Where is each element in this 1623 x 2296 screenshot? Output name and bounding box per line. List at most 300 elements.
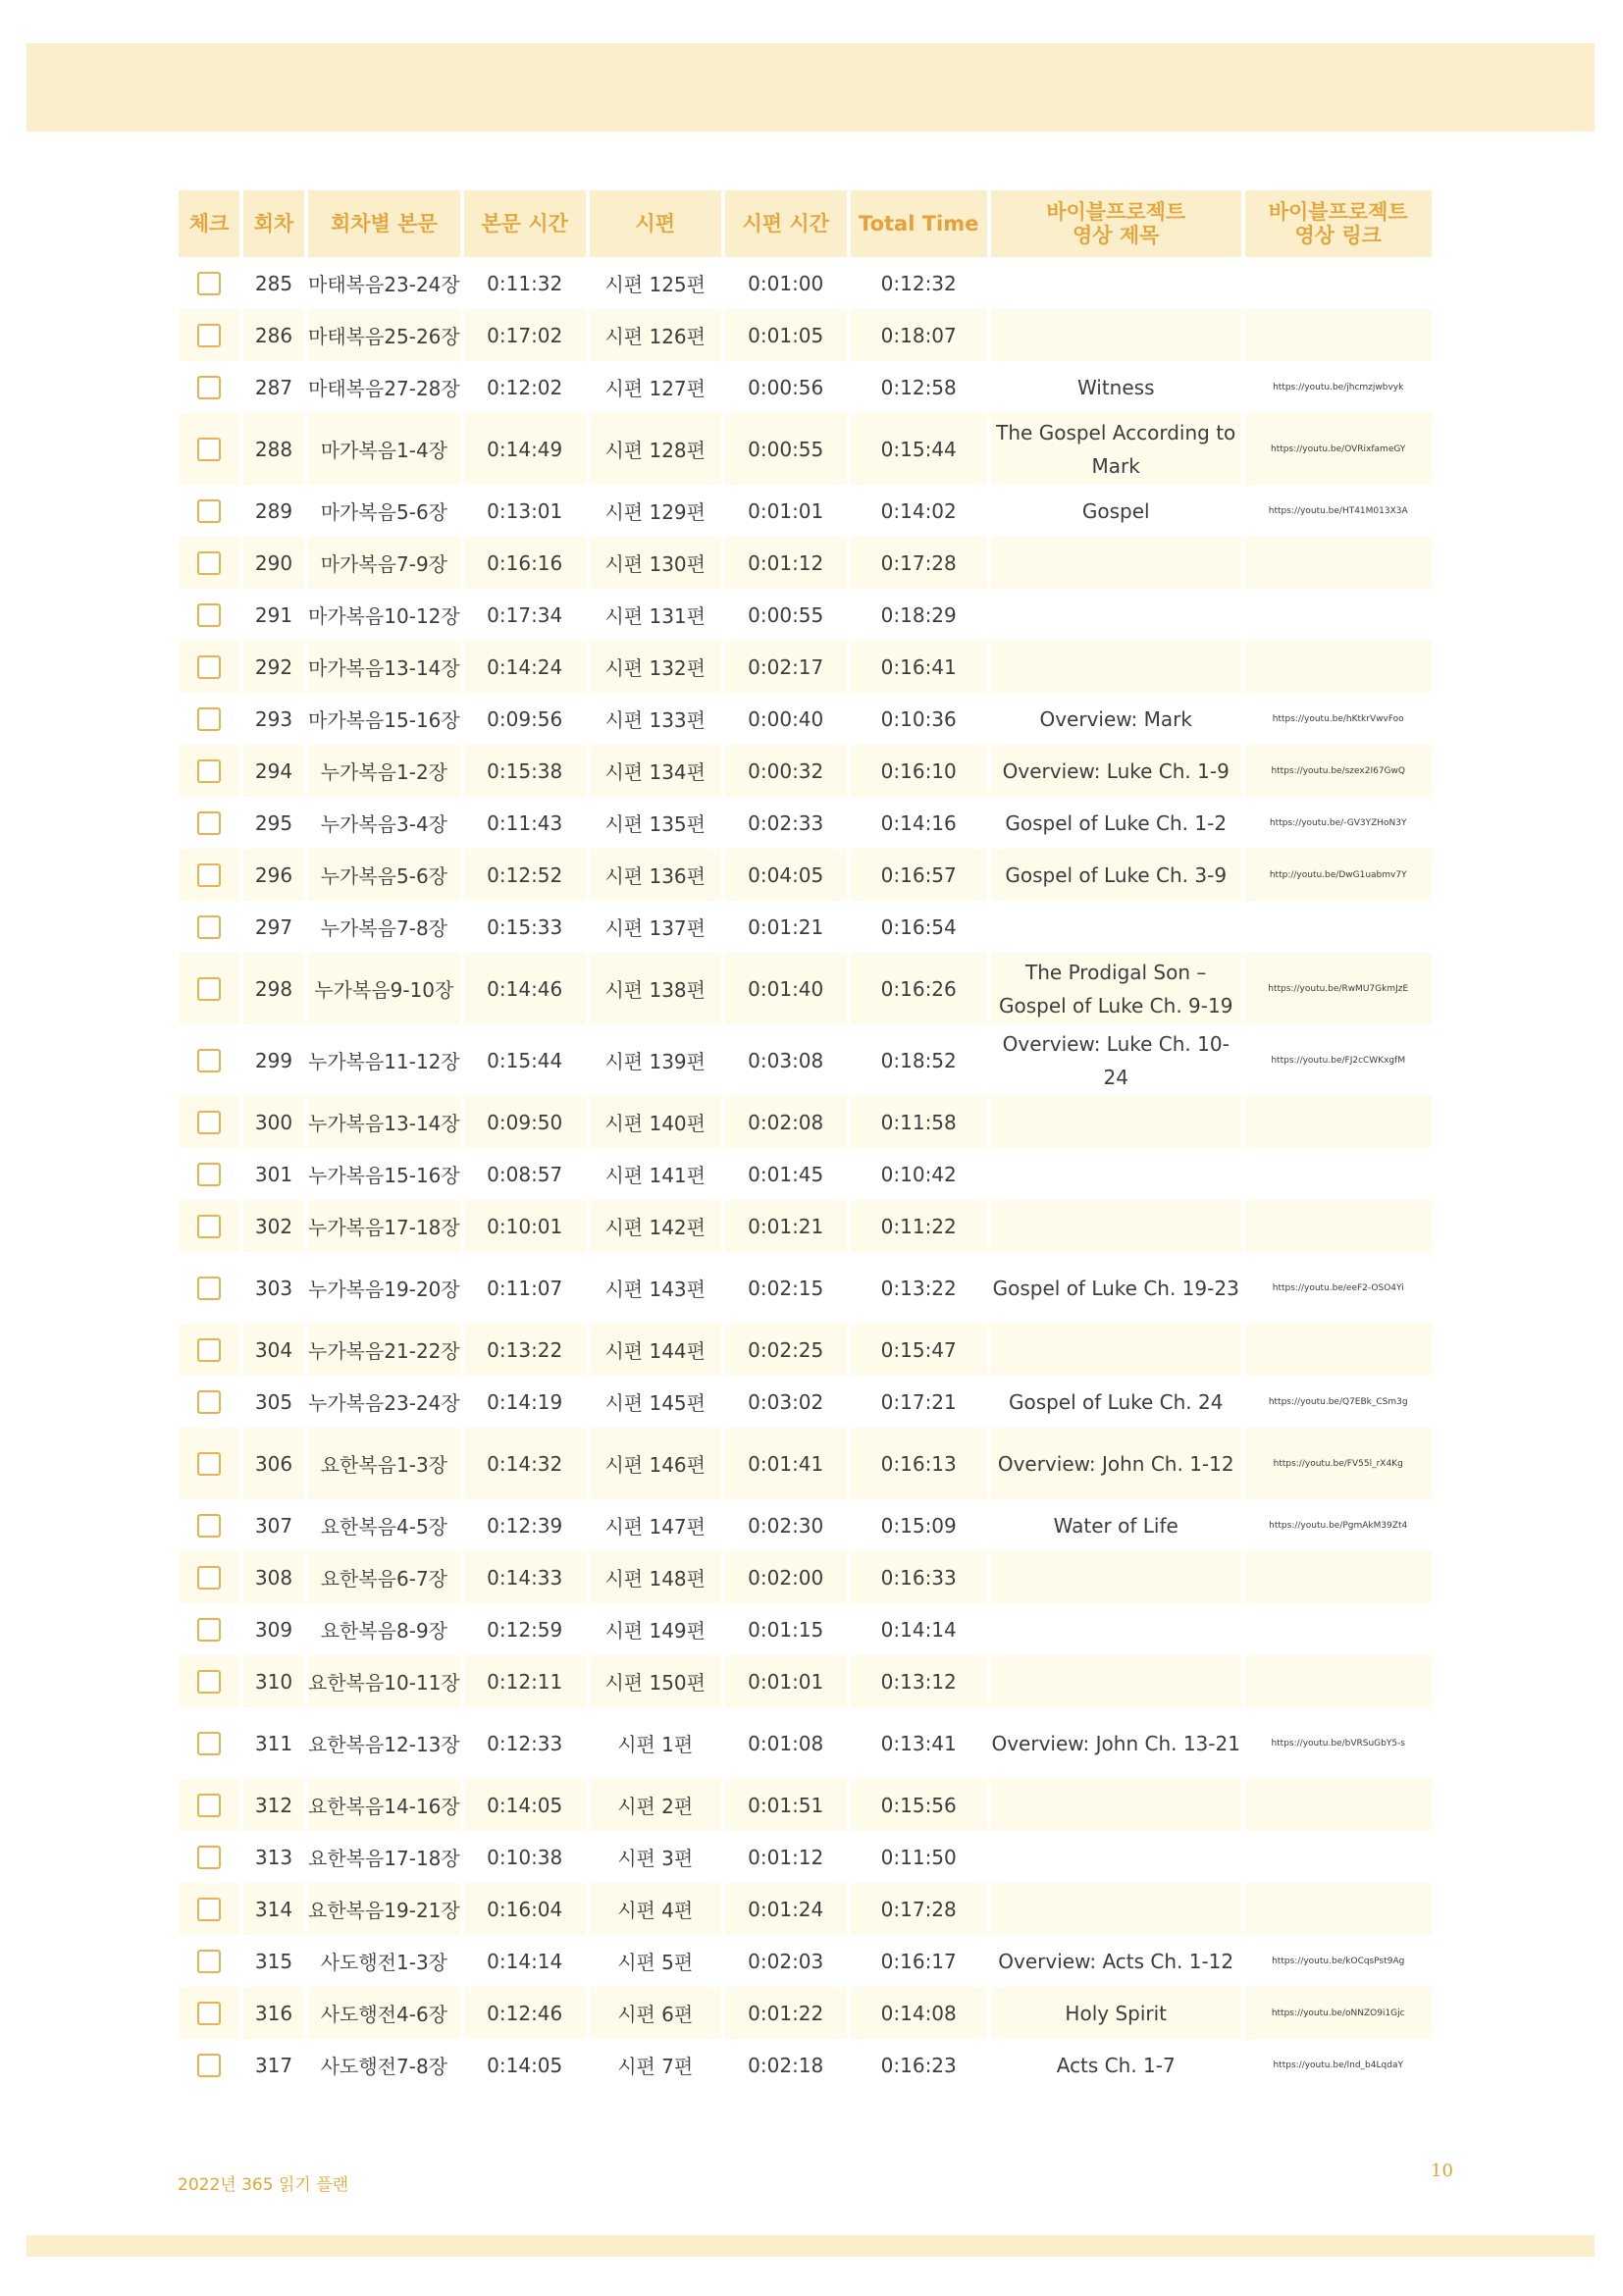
total-time: 0:14:16 — [880, 810, 957, 835]
total-time: 0:10:42 — [880, 1162, 957, 1186]
passage: 마가복음5-6장 — [320, 500, 447, 524]
total-time: 0:16:41 — [851, 641, 987, 693]
total-time: 0:16:26 — [851, 953, 987, 1024]
total-time: 0:10:36 — [880, 706, 957, 731]
video-link — [1245, 257, 1432, 309]
passage-time: 0:17:34 — [487, 602, 563, 627]
passage-time: 0:14:14 — [487, 1949, 563, 1973]
passage: 누가복음5-6장 — [308, 849, 460, 901]
bottom-band — [26, 2235, 1595, 2257]
round-number: 311 — [254, 1731, 293, 1755]
checkbox[interactable] — [197, 1732, 221, 1755]
video-link — [1245, 1200, 1432, 1252]
round-number: 298 — [243, 953, 304, 1024]
psalm-time: 0:01:22 — [725, 1987, 847, 2039]
psalm: 시편 144편 — [590, 1324, 721, 1376]
round-number: 308 — [243, 1551, 304, 1603]
round-number: 299 — [254, 1048, 293, 1072]
psalm-time: 0:02:15 — [748, 1276, 824, 1300]
checkbox[interactable] — [197, 759, 221, 783]
total-time: 0:14:08 — [851, 1987, 987, 2039]
passage-time: 0:14:46 — [464, 953, 586, 1024]
video-title: Witness — [1076, 375, 1155, 399]
passage-time: 0:14:05 — [464, 1779, 586, 1831]
checkbox[interactable] — [197, 1514, 221, 1538]
total-time: 0:15:56 — [851, 1779, 987, 1831]
psalm-time: 0:02:33 — [748, 810, 824, 835]
table-row — [179, 1707, 1432, 1779]
table-row — [179, 1499, 1432, 1551]
video-title — [991, 641, 1241, 693]
psalm: 시편 3편 — [617, 1847, 694, 1870]
psalm: 시편 128편 — [590, 413, 721, 485]
header-psalm: 시편 — [590, 190, 721, 257]
check-cell — [179, 901, 239, 953]
passage-time: 0:14:24 — [464, 641, 586, 693]
psalm: 시편 138편 — [590, 953, 721, 1024]
passage: 누가복음21-22장 — [308, 1324, 460, 1376]
total-time: 0:17:21 — [880, 1389, 957, 1414]
video-link: https://youtu.be/bVRSuGbY5-s — [1271, 1738, 1405, 1748]
psalm-time: 0:01:01 — [725, 1655, 847, 1707]
table-row — [179, 361, 1432, 413]
psalm-time: 0:01:21 — [748, 914, 824, 939]
passage-time: 0:12:46 — [464, 1987, 586, 2039]
total-time: 0:16:23 — [880, 2053, 957, 2077]
video-title — [991, 537, 1241, 589]
video-link — [1245, 641, 1432, 693]
total-time: 0:16:17 — [880, 1949, 957, 1973]
checkbox[interactable] — [197, 1618, 221, 1642]
table-row — [179, 257, 1432, 309]
check-cell — [179, 1987, 239, 2039]
psalm-time: 0:00:55 — [725, 413, 847, 485]
video-link — [1245, 1324, 1432, 1376]
psalm-time: 0:02:08 — [725, 1096, 847, 1148]
round-number: 290 — [243, 537, 304, 589]
checkbox[interactable] — [197, 977, 221, 1001]
passage: 마태복음27-28장 — [308, 377, 460, 400]
passage: 마가복음1-4장 — [308, 413, 460, 485]
checkbox[interactable] — [197, 707, 221, 731]
header-video-link-line1: 바이블프로젝트 — [1268, 199, 1408, 224]
table-row — [179, 641, 1432, 693]
header-video-link — [1245, 190, 1432, 257]
video-link: https://youtu.be/-GV3YZHoN3Y — [1269, 817, 1407, 828]
passage-time: 0:13:22 — [464, 1324, 586, 1376]
total-time: 0:12:58 — [880, 375, 957, 399]
psalm: 시편 133편 — [604, 708, 706, 732]
passage-time: 0:12:33 — [487, 1731, 563, 1755]
total-time: 0:15:44 — [851, 413, 987, 485]
passage-time: 0:09:50 — [464, 1096, 586, 1148]
video-title — [991, 1883, 1241, 1935]
passage-time: 0:13:01 — [487, 498, 563, 523]
round-number: 300 — [243, 1096, 304, 1148]
passage-time: 0:10:01 — [464, 1200, 586, 1252]
video-title — [991, 1148, 1241, 1200]
psalm-time: 0:04:05 — [725, 849, 847, 901]
checkbox[interactable] — [197, 1794, 221, 1817]
passage: 누가복음1-2장 — [308, 745, 460, 797]
round-number: 313 — [254, 1845, 293, 1869]
psalm: 시편 137편 — [604, 916, 706, 940]
check-cell — [179, 413, 239, 485]
video-title: Gospel of Luke Ch. 1-2 — [1005, 810, 1228, 835]
round-number: 295 — [254, 810, 293, 835]
table-row — [179, 1987, 1432, 2039]
total-time: 0:11:58 — [851, 1096, 987, 1148]
psalm: 시편 5편 — [617, 1951, 694, 1974]
check-cell — [179, 1707, 239, 1779]
psalm: 시편 125편 — [604, 273, 706, 296]
passage-time: 0:15:44 — [487, 1048, 563, 1072]
round-number: 304 — [243, 1324, 304, 1376]
check-cell — [179, 953, 239, 1024]
checkbox[interactable] — [197, 1338, 221, 1362]
check-cell — [179, 1024, 239, 1096]
round-number: 296 — [243, 849, 304, 901]
passage: 요한복음10-11장 — [308, 1655, 460, 1707]
psalm-time: 0:03:02 — [748, 1389, 824, 1414]
round-number: 316 — [243, 1987, 304, 2039]
checkbox[interactable] — [197, 1950, 221, 1973]
checkbox[interactable] — [197, 1111, 221, 1134]
psalm-time: 0:01:45 — [748, 1162, 824, 1186]
psalm-time: 0:02:30 — [748, 1513, 824, 1538]
checkbox[interactable] — [197, 1566, 221, 1590]
table-row — [179, 309, 1432, 361]
video-link — [1245, 901, 1432, 953]
passage: 요한복음4-5장 — [320, 1515, 447, 1539]
psalm-time: 0:01:00 — [748, 271, 824, 295]
passage-time: 0:17:02 — [464, 309, 586, 361]
video-link — [1245, 1603, 1432, 1655]
check-cell — [179, 2039, 239, 2091]
psalm-time: 0:02:00 — [725, 1551, 847, 1603]
psalm: 시편 149편 — [604, 1619, 706, 1643]
checkbox[interactable] — [197, 1277, 221, 1300]
check-cell — [179, 309, 239, 361]
passage-time: 0:16:16 — [464, 537, 586, 589]
psalm-time: 0:00:32 — [725, 745, 847, 797]
psalm-time: 0:02:17 — [725, 641, 847, 693]
table-row — [179, 2039, 1432, 2091]
passage: 마태복음25-26장 — [308, 309, 460, 361]
checkbox[interactable] — [197, 2002, 221, 2025]
total-time: 0:14:02 — [880, 498, 957, 523]
check-cell — [179, 1499, 239, 1551]
passage-time: 0:09:56 — [487, 706, 563, 731]
round-number: 287 — [254, 375, 293, 399]
passage: 사도행전4-6장 — [308, 1987, 460, 2039]
video-link: https://youtu.be/lnd_b4LqdaY — [1273, 2060, 1403, 2070]
table-row — [179, 849, 1432, 901]
passage-time: 0:14:49 — [464, 413, 586, 485]
video-title — [991, 1655, 1241, 1707]
total-time: 0:13:12 — [851, 1655, 987, 1707]
checkbox[interactable] — [197, 1163, 221, 1186]
passage-time: 0:10:38 — [487, 1845, 563, 1869]
checkbox[interactable] — [197, 272, 221, 295]
total-time: 0:12:32 — [880, 271, 957, 295]
video-link: https://youtu.be/kOCqsPst9Ag — [1272, 1956, 1405, 1966]
table-row — [179, 1779, 1432, 1831]
check-cell — [179, 1148, 239, 1200]
video-title — [991, 1551, 1241, 1603]
psalm: 시편 140편 — [590, 1096, 721, 1148]
psalm: 시편 142편 — [590, 1200, 721, 1252]
table-row — [179, 1831, 1432, 1883]
video-link: https://youtu.be/FJ2cCWKxgfM — [1271, 1055, 1406, 1066]
round-number: 303 — [254, 1276, 293, 1300]
passage-time: 0:14:05 — [487, 2053, 563, 2077]
passage-time: 0:15:38 — [464, 745, 586, 797]
table-row — [179, 1603, 1432, 1655]
video-title: Gospel of Luke Ch. 24 — [1008, 1389, 1224, 1414]
video-title — [991, 1324, 1241, 1376]
check-cell — [179, 745, 239, 797]
round-number: 291 — [254, 602, 293, 627]
psalm: 시편 126편 — [590, 309, 721, 361]
passage-time: 0:12:59 — [487, 1617, 563, 1642]
checkbox[interactable] — [197, 1049, 221, 1072]
total-time: 0:16:13 — [851, 1428, 987, 1499]
video-title: Acts Ch. 1-7 — [1056, 2053, 1176, 2077]
check-cell — [179, 693, 239, 745]
passage-time: 0:14:19 — [487, 1389, 563, 1414]
passage: 요한복음1-3장 — [308, 1428, 460, 1499]
check-cell — [179, 537, 239, 589]
table-row — [179, 537, 1432, 589]
table-row — [179, 1096, 1432, 1148]
passage: 누가복음19-20장 — [308, 1278, 460, 1301]
checkbox[interactable] — [197, 2054, 221, 2077]
total-time: 0:13:41 — [880, 1731, 957, 1755]
total-time: 0:11:22 — [851, 1200, 987, 1252]
round-number: 310 — [243, 1655, 304, 1707]
header-psalm-time: 시편 시간 — [725, 190, 847, 257]
checkbox[interactable] — [197, 863, 221, 887]
checkbox[interactable] — [197, 1898, 221, 1921]
check-cell — [179, 797, 239, 849]
check-cell — [179, 1324, 239, 1376]
header-video-title-line2: 영상 제목 — [1072, 224, 1160, 247]
passage: 마가복음7-9장 — [308, 537, 460, 589]
passage-time: 0:12:52 — [464, 849, 586, 901]
psalm: 시편 132편 — [590, 641, 721, 693]
checkbox[interactable] — [197, 499, 221, 523]
video-title: Overview: Acts Ch. 1-12 — [998, 1949, 1234, 1973]
passage-time: 0:14:33 — [464, 1551, 586, 1603]
passage: 요한복음17-18장 — [308, 1847, 460, 1870]
checkbox[interactable] — [197, 551, 221, 575]
psalm: 시편 130편 — [590, 537, 721, 589]
check-cell — [179, 485, 239, 537]
check-cell — [179, 1551, 239, 1603]
video-link — [1245, 1148, 1432, 1200]
passage: 누가복음11-12장 — [308, 1050, 460, 1073]
video-link — [1245, 589, 1432, 641]
video-title — [991, 257, 1241, 309]
video-title: Overview: John Ch. 13-21 — [991, 1731, 1240, 1755]
video-link — [1245, 1551, 1432, 1603]
passage: 마가복음10-12장 — [308, 604, 460, 628]
passage-time: 0:14:32 — [464, 1428, 586, 1499]
table-row — [179, 693, 1432, 745]
table-row — [179, 1200, 1432, 1252]
video-link — [1245, 537, 1432, 589]
psalm-time: 0:01:51 — [725, 1779, 847, 1831]
video-title: Holy Spirit — [991, 1987, 1241, 2039]
checkbox[interactable] — [197, 1452, 221, 1476]
passage: 요한복음6-7장 — [308, 1551, 460, 1603]
round-number: 297 — [254, 914, 293, 939]
total-time: 0:15:09 — [880, 1513, 957, 1538]
psalm: 시편 6편 — [590, 1987, 721, 2039]
table-row — [179, 1935, 1432, 1987]
round-number: 314 — [243, 1883, 304, 1935]
video-link: https://youtu.be/HT41M013X3A — [1268, 505, 1408, 516]
psalm-time: 0:00:40 — [748, 706, 824, 731]
video-title: Overview: John Ch. 1-12 — [991, 1428, 1241, 1499]
round-number: 285 — [254, 271, 293, 295]
table-header-row — [179, 190, 1432, 257]
check-cell — [179, 1603, 239, 1655]
video-link — [1245, 1655, 1432, 1707]
passage: 요한복음19-21장 — [308, 1883, 460, 1935]
passage-time: 0:12:02 — [487, 375, 563, 399]
psalm-time: 0:01:08 — [748, 1731, 824, 1755]
check-cell — [179, 1655, 239, 1707]
table-row — [179, 1883, 1432, 1935]
checkbox[interactable] — [197, 1846, 221, 1869]
psalm-time: 0:01:05 — [725, 309, 847, 361]
passage-time: 0:12:39 — [487, 1513, 563, 1538]
checkbox[interactable] — [197, 324, 221, 347]
checkbox[interactable] — [197, 376, 221, 399]
psalm-time: 0:02:18 — [748, 2053, 824, 2077]
round-number: 305 — [254, 1389, 293, 1414]
passage: 누가복음17-18장 — [308, 1200, 460, 1252]
passage-time: 0:11:43 — [487, 810, 563, 835]
round-number: 289 — [254, 498, 293, 523]
header-video-title-line1: 바이블프로젝트 — [1046, 199, 1186, 224]
psalm: 시편 150편 — [590, 1655, 721, 1707]
checkbox[interactable] — [197, 1390, 221, 1414]
round-number: 292 — [243, 641, 304, 693]
video-title — [991, 1831, 1241, 1883]
check-cell — [179, 849, 239, 901]
passage: 누가복음15-16장 — [308, 1164, 460, 1187]
page-number: 10 — [1431, 2161, 1453, 2181]
check-cell — [179, 1200, 239, 1252]
passage: 사도행전1-3장 — [320, 1951, 447, 1974]
checkbox[interactable] — [197, 655, 221, 679]
table-row — [179, 589, 1432, 641]
check-cell — [179, 1428, 239, 1499]
total-time: 0:13:22 — [880, 1276, 957, 1300]
header-total-time: Total Time — [851, 190, 987, 257]
round-number: 312 — [243, 1779, 304, 1831]
video-link: https://youtu.be/Q7EBk_CSm3g — [1268, 1396, 1408, 1407]
passage-time: 0:11:07 — [487, 1276, 563, 1300]
checkbox[interactable] — [197, 1670, 221, 1694]
psalm-time: 0:01:41 — [725, 1428, 847, 1499]
passage: 요한복음8-9장 — [320, 1619, 447, 1643]
table-row — [179, 1428, 1432, 1499]
psalm-time: 0:01:15 — [748, 1617, 824, 1642]
psalm: 시편 2편 — [590, 1779, 721, 1831]
psalm: 시편 7편 — [617, 2055, 694, 2078]
total-time: 0:18:52 — [880, 1048, 957, 1072]
video-title: Water of Life — [1053, 1513, 1178, 1538]
total-time: 0:17:28 — [851, 537, 987, 589]
psalm-time: 0:01:21 — [725, 1200, 847, 1252]
psalm: 시편 147편 — [604, 1515, 706, 1539]
check-cell — [179, 1935, 239, 1987]
table-row — [179, 745, 1432, 797]
passage-time: 0:11:32 — [487, 271, 563, 295]
video-link: https://youtu.be/hKtkrVwvFoo — [1272, 713, 1404, 724]
header-video-title — [991, 190, 1241, 257]
passage: 누가복음7-8장 — [320, 916, 447, 940]
checkbox[interactable] — [197, 915, 221, 939]
passage: 누가복음9-10장 — [308, 953, 460, 1024]
psalm: 시편 131편 — [604, 604, 706, 628]
video-link — [1245, 1779, 1432, 1831]
video-title — [991, 1603, 1241, 1655]
passage: 마가복음13-14장 — [308, 641, 460, 693]
psalm-time: 0:01:24 — [725, 1883, 847, 1935]
passage: 누가복음3-4장 — [320, 812, 447, 836]
psalm-time: 0:00:56 — [748, 375, 824, 399]
check-cell — [179, 1831, 239, 1883]
video-link — [1245, 1831, 1432, 1883]
check-cell — [179, 257, 239, 309]
check-cell — [179, 641, 239, 693]
video-link: https://youtu.be/OVRixfameGY — [1245, 413, 1432, 485]
psalm: 시편 136편 — [590, 849, 721, 901]
psalm: 시편 127편 — [604, 377, 706, 400]
video-title: Overview: Luke Ch. 1-9 — [991, 745, 1241, 797]
round-number: 309 — [254, 1617, 293, 1642]
round-number: 317 — [254, 2053, 293, 2077]
video-title: Gospel — [1081, 498, 1150, 523]
checkbox[interactable] — [197, 603, 221, 627]
table-body — [179, 257, 1432, 2091]
psalm: 시편 129편 — [604, 500, 706, 524]
checkbox[interactable] — [197, 438, 221, 461]
psalm: 시편 145편 — [604, 1391, 706, 1415]
table-row — [179, 485, 1432, 537]
table-row — [179, 953, 1432, 1024]
total-time: 0:18:07 — [851, 309, 987, 361]
checkbox[interactable] — [197, 811, 221, 835]
total-time: 0:16:10 — [851, 745, 987, 797]
video-title — [991, 901, 1241, 953]
psalm-time: 0:00:55 — [748, 602, 824, 627]
checkbox[interactable] — [197, 1215, 221, 1238]
total-time: 0:18:29 — [880, 602, 957, 627]
round-number: 301 — [254, 1162, 293, 1186]
header-round: 회차 — [243, 190, 304, 257]
video-link — [1245, 309, 1432, 361]
psalm-time: 0:01:40 — [725, 953, 847, 1024]
round-number: 294 — [243, 745, 304, 797]
round-number: 315 — [254, 1949, 293, 1973]
video-link — [1245, 1883, 1432, 1935]
